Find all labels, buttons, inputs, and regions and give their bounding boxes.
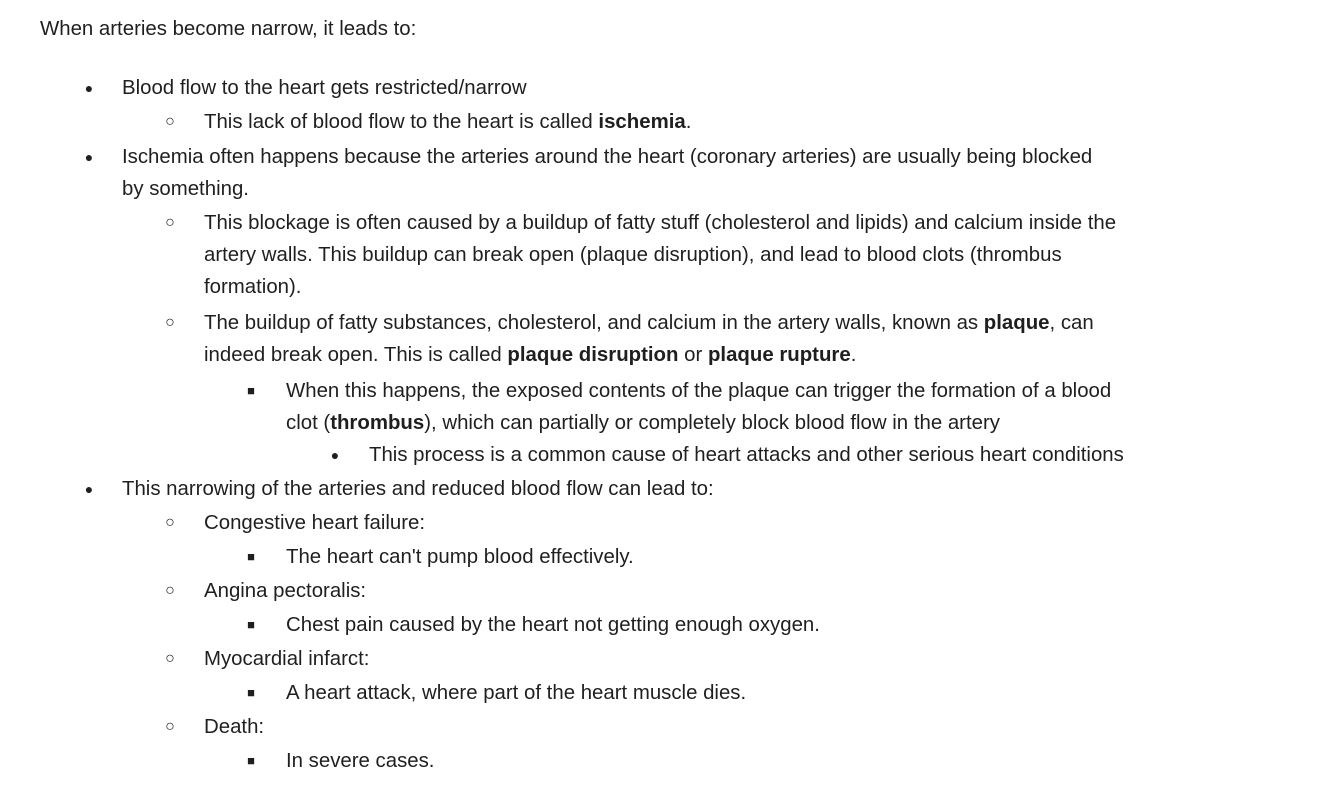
bullet-disc: ●: [84, 149, 94, 165]
list-item-thrombus: When this happens, the exposed contents of the plaque can trigger the formation of a blood: [286, 380, 1112, 402]
bullet-circle: ○: [165, 314, 175, 331]
bullet-square: ■: [247, 383, 255, 398]
intro-text: When arteries become narrow, it leads to:: [40, 18, 417, 40]
bullet-square: ■: [247, 685, 255, 700]
bullet-circle: ○: [165, 514, 175, 531]
list-item-blood-flow: Blood flow to the heart gets restricted/narrow: [122, 77, 527, 99]
bullet-disc: ●: [84, 481, 94, 497]
list-item-ischemia-cause: Ischemia often happens because the arteries around the heart (coronary arteries) are usually being blocked: [122, 146, 1093, 168]
bullet-circle: ○: [165, 582, 175, 599]
list-item-thrombus-cont: clot (thrombus), which can partially or completely block blood flow in the artery: [286, 412, 1000, 434]
term-plaque: plaque: [983, 312, 1050, 334]
list-item-plaque: The buildup of fatty substances, cholesterol, and calcium in the artery walls, known as plaque, can: [204, 312, 1094, 334]
list-item-plaque-cont: indeed break open. This is called plaque disruption or plaque rupture.: [204, 344, 857, 366]
list-item-condition-detail: The heart can't pump blood effectively.: [286, 546, 634, 568]
term-plaque-disruption: plaque disruption: [507, 344, 679, 366]
list-item-blockage: This blockage is often caused by a buildup of fatty stuff (cholesterol and lipids) and calcium inside the: [204, 212, 1117, 234]
term-plaque-rupture: plaque rupture: [707, 344, 851, 366]
bullet-disc: ●: [330, 447, 340, 463]
list-item-ischemia-definition: This lack of blood flow to the heart is called ischemia.: [204, 111, 692, 133]
list-item-consequences: This narrowing of the arteries and reduced blood flow can lead to:: [122, 478, 714, 500]
list-item-condition: Congestive heart failure:: [204, 512, 426, 534]
list-item-condition: Death:: [204, 716, 265, 738]
list-item-condition-detail: Chest pain caused by the heart not getting enough oxygen.: [286, 614, 820, 636]
term-thrombus: thrombus: [330, 412, 425, 434]
list-item-condition-detail: A heart attack, where part of the heart muscle dies.: [286, 682, 747, 704]
list-item-common-cause: This process is a common cause of heart attacks and other serious heart conditions: [369, 444, 1124, 466]
list-item-blockage-cont: formation).: [204, 276, 302, 298]
bullet-circle: ○: [165, 113, 175, 130]
bullet-circle: ○: [165, 650, 175, 667]
bullet-square: ■: [247, 549, 255, 564]
bullet-circle: ○: [165, 214, 175, 231]
term-ischemia: ischemia: [598, 111, 686, 133]
list-item-condition: Myocardial infarct:: [204, 648, 370, 670]
list-item-condition-detail: In severe cases.: [286, 750, 435, 772]
bullet-square: ■: [247, 753, 255, 768]
list-item-ischemia-cause-cont: by something.: [122, 178, 249, 200]
list-item-condition: Angina pectoralis:: [204, 580, 367, 602]
list-item-blockage-cont: artery walls. This buildup can break open (plaque disruption), and lead to blood clots (thrombus: [204, 244, 1062, 266]
bullet-circle: ○: [165, 718, 175, 735]
bullet-square: ■: [247, 617, 255, 632]
bullet-disc: ●: [84, 80, 94, 96]
